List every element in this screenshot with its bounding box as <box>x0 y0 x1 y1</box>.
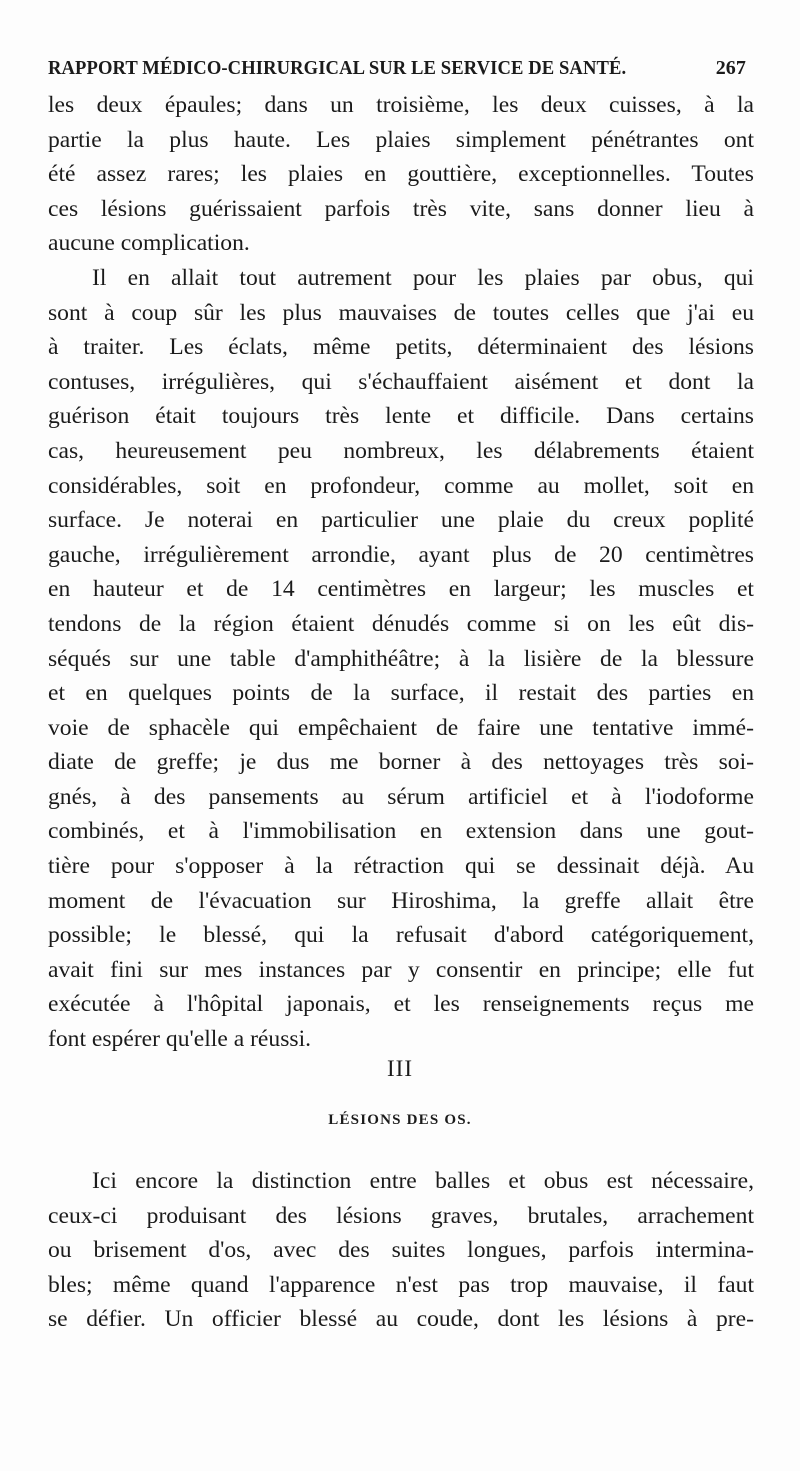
text-line: Ici encore la distinction entre balles et obus est nécessaire, <box>92 1168 754 1194</box>
text-line: Il en allait tout autrement pour les plaies par obus, qui <box>92 264 754 291</box>
main-text <box>48 88 754 1057</box>
text-line: ou brisement d'os, avec des suites longues, parfois intermina- <box>48 1237 754 1264</box>
text-line: à traiter. Les éclats, même petits, déterminaient des lésions <box>48 334 754 361</box>
text-line: bles; même quand l'apparence n'est pas trop mauvaise, il faut <box>48 1271 754 1298</box>
text-line: et en quelques points de la surface, il restait des parties en <box>48 680 754 707</box>
text-line: possible; le blessé, qui la refusait d'abord catégoriquement, <box>48 922 754 949</box>
text-line: partie la plus haute. Les plaies simplement pénétrantes ont <box>48 126 754 153</box>
text-line: diate de greffe; je dus me borner à des nettoyages très soi- <box>48 749 754 776</box>
text-line: tière pour s'opposer à la rétraction qui se dessinait déjà. Au <box>48 853 754 880</box>
text-line: voie de sphacèle qui empêchaient de faire une tentative immé- <box>48 714 754 741</box>
section-title: LÉSIONS DES OS. <box>328 1112 472 1128</box>
text-line: gauche, irrégulièrement arrondie, ayant plus de 20 centimètres <box>48 541 754 568</box>
page-number: 267 <box>715 57 746 79</box>
text-line: gnés, à des pansements au sérum artificiel et à l'iodoforme <box>48 783 754 810</box>
text-line: surface. Je noterai en particulier une plaie du creux poplité <box>48 507 754 534</box>
text-line: moment de l'évacuation sur Hiroshima, la greffe allait être <box>48 887 754 914</box>
text-line: se défier. Un officier blessé au coude, dont les lésions à pre- <box>48 1306 754 1333</box>
text-line: avait fini sur mes instances par y consentir en principe; elle fut <box>48 956 754 983</box>
section-number: III <box>387 1056 413 1081</box>
text-line: cas, heureusement peu nombreux, les délabrements étaient <box>48 437 754 464</box>
text-line: séqués sur une table d'amphithéâtre; à la lisière de la blessure <box>48 645 754 672</box>
running-head: RAPPORT MÉDICO-CHIRURGICAL SUR LE SERVICE DE SANTÉ. <box>48 57 627 79</box>
text-line: contuses, irrégulières, qui s'échauffaient aisément et dont la <box>48 368 754 395</box>
text-line: combinés, et à l'immobilisation en extension dans une gout- <box>48 818 754 845</box>
page-header <box>48 46 754 80</box>
text-line: considérables, soit en profondeur, comme au mollet, soit en <box>48 472 754 499</box>
text-line: tendons de la région étaient dénudés comme si on les eût dis- <box>48 610 754 637</box>
text-line: guérison était toujours très lente et difficile. Dans certains <box>48 403 754 430</box>
text-line: font espérer qu'elle a réussi. <box>48 1026 312 1053</box>
text-line: exécutée à l'hôpital japonais, et les renseignements reçus me <box>48 991 754 1018</box>
text-line: ces lésions guérissaient parfois très vite, sans donner lieu à <box>48 195 754 222</box>
text-line: aucune complication. <box>48 230 250 257</box>
text-line: sont à coup sûr les plus mauvaises de toutes celles que j'ai eu <box>48 299 754 326</box>
text-line: les deux épaules; dans un troisième, les deux cuisses, à la <box>48 92 754 118</box>
section-text <box>48 1164 754 1337</box>
text-line: été assez rares; les plaies en gouttière, exceptionnelles. Toutes <box>48 161 754 188</box>
text-line: en hauteur et de 14 centimètres en largeur; les muscles et <box>48 576 754 603</box>
text-line: ceux-ci produisant des lésions graves, brutales, arrachement <box>48 1202 754 1229</box>
